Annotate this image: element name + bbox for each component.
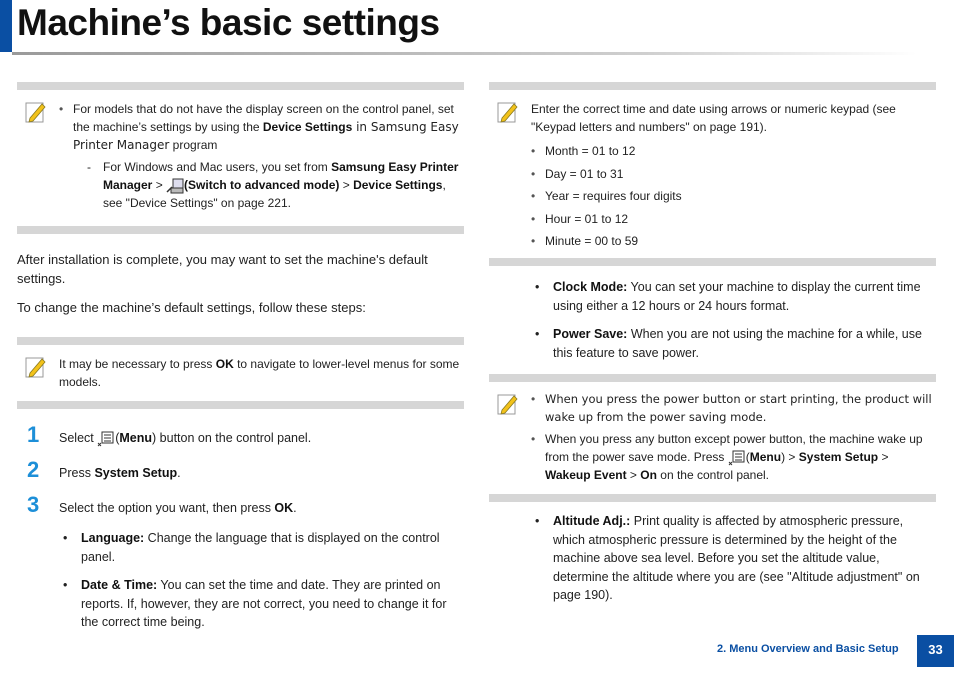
step-text: Select the option you want, then press xyxy=(59,501,275,515)
easy-printer-manager-term: Samsung Easy Printer Manager xyxy=(103,160,459,192)
note-sub-item xyxy=(73,158,462,212)
range-item: • Hour = 01 to 12 xyxy=(531,210,934,228)
note-pencil-icon xyxy=(497,100,519,124)
step-text: . xyxy=(293,501,297,515)
note-bullet xyxy=(531,390,934,426)
intro-paragraph: After installation is complete, you may want to set the machine's default settings. xyxy=(17,252,428,286)
step-number: 2 xyxy=(27,457,40,482)
range-item: • Minute = 00 to 59 xyxy=(531,232,934,250)
option-label: Date & Time: xyxy=(81,578,158,592)
wakeup-event-term: Wakeup Event xyxy=(545,468,627,482)
note-bullet xyxy=(59,100,462,212)
menu-term: Menu xyxy=(119,431,153,445)
device-settings-term: Device Settings xyxy=(262,120,353,134)
option-description: Change the language that is displayed on the control panel. xyxy=(81,531,440,564)
note-box-ok-key xyxy=(17,337,464,409)
step-3 xyxy=(17,492,464,523)
menu-button-icon xyxy=(97,431,115,447)
note-text: program xyxy=(169,138,218,152)
option-power-save xyxy=(531,325,936,362)
note-box-power-save xyxy=(489,374,936,502)
step-1 xyxy=(17,422,464,453)
note-text: For Windows and Mac users, you set from xyxy=(103,160,332,174)
range-item: • Day = 01 to 31 xyxy=(531,165,934,183)
option-description: You can set your machine to display the current time using either a 12 hours or 24 hours format. xyxy=(553,280,921,313)
option-label: Clock Mode: xyxy=(553,280,628,294)
advanced-mode-icon xyxy=(166,178,184,194)
menu-button-icon xyxy=(728,450,746,466)
steps-intro-paragraph: To change the machine’s default settings, follow these steps: xyxy=(17,300,366,315)
step-text: Select xyxy=(59,431,98,445)
page-title: Machine’s basic settings xyxy=(17,2,440,43)
title-accent-bar xyxy=(0,0,12,52)
option-label: Altitude Adj.: xyxy=(553,514,631,528)
on-term: On xyxy=(640,468,657,482)
note-text: When you press any button except power button, the machine wake up from the power save mode. Press xyxy=(545,432,923,464)
device-settings-term: Device Settings xyxy=(353,178,443,192)
note-text-pre: It may be necessary to press xyxy=(59,357,216,371)
note-text: in Samsung Easy Printer Manager xyxy=(73,120,459,152)
option-language xyxy=(59,529,464,566)
right-column xyxy=(489,82,936,615)
note-text: on the control panel. xyxy=(656,468,770,482)
system-setup-term: System Setup xyxy=(798,450,879,464)
menu-term: Menu xyxy=(749,450,782,464)
note-text-post: to navigate to lower-level menus for some models. xyxy=(59,357,460,389)
separator: > xyxy=(339,178,354,192)
ok-key-term: OK xyxy=(215,357,234,371)
page-number-badge: 33 xyxy=(917,635,954,667)
option-description: You can set the time and date. They are printed on reports. If, however, they are not correct, you need to change it for the correct time being. xyxy=(81,578,447,629)
separator: ) > xyxy=(781,450,799,464)
note-pencil-icon xyxy=(25,100,47,124)
note-text: ( xyxy=(745,450,750,464)
left-options-list xyxy=(17,529,464,632)
date-time-ranges xyxy=(531,142,934,250)
step-text: ( xyxy=(115,431,120,445)
switch-advanced-mode-term: (Switch to advanced mode) xyxy=(184,178,340,192)
option-clock-mode xyxy=(531,278,936,315)
range-item: • Month = 01 to 12 xyxy=(531,142,934,160)
note-pencil-icon xyxy=(25,355,47,379)
option-description: Print quality is affected by atmospheric pressure, which atmospheric pressure is determined by the height of the machine above sea level. Before you set the altitude value, determine the altitude where you are (see "Altitude adjustment" on page 190). xyxy=(553,514,920,602)
note-box-date-time-entry xyxy=(489,82,936,266)
option-altitude-adj xyxy=(531,512,936,605)
separator: > xyxy=(878,450,889,464)
left-column xyxy=(17,82,464,642)
note-text: For models that do not have the display screen on the control panel, set the machine’s settings by using the xyxy=(73,102,454,134)
ok-key-term: OK xyxy=(274,501,294,515)
option-label: Language: xyxy=(81,531,145,545)
note-text: , see "Device Settings" on page 221. xyxy=(103,178,446,210)
system-setup-term: System Setup xyxy=(94,466,178,480)
step-text: Press xyxy=(59,466,95,480)
note-bullet xyxy=(531,430,934,484)
separator: > xyxy=(152,178,167,192)
note-text: When you press the power button or start printing, the product will wake up from the power saving mode. xyxy=(545,392,932,424)
footer-section-link[interactable]: 2. Menu Overview and Basic Setup xyxy=(717,643,899,655)
note-pencil-icon xyxy=(497,392,519,416)
step-number: 1 xyxy=(27,422,40,447)
option-description: When you are not using the machine for a while, use this feature to save power. xyxy=(553,327,922,360)
option-date-time xyxy=(59,576,464,632)
range-item: • Year = requires four digits xyxy=(531,187,934,205)
note-intro: Enter the correct time and date using arrows or numeric keypad (see "Keypad letters and numbers" on page 191). xyxy=(531,102,896,134)
note-box-device-settings xyxy=(17,82,464,234)
right-options-list xyxy=(489,278,936,362)
separator: > xyxy=(626,468,641,482)
title-rule xyxy=(12,52,917,55)
altitude-options-list xyxy=(489,512,936,605)
step-text: . xyxy=(177,466,181,480)
note-text xyxy=(59,355,462,391)
step-text: ) button on the control panel. xyxy=(152,431,312,445)
dash-marker: - xyxy=(87,160,91,174)
option-label: Power Save: xyxy=(553,327,628,341)
steps-list xyxy=(17,422,464,523)
step-2 xyxy=(17,457,464,488)
step-number: 3 xyxy=(27,492,40,517)
